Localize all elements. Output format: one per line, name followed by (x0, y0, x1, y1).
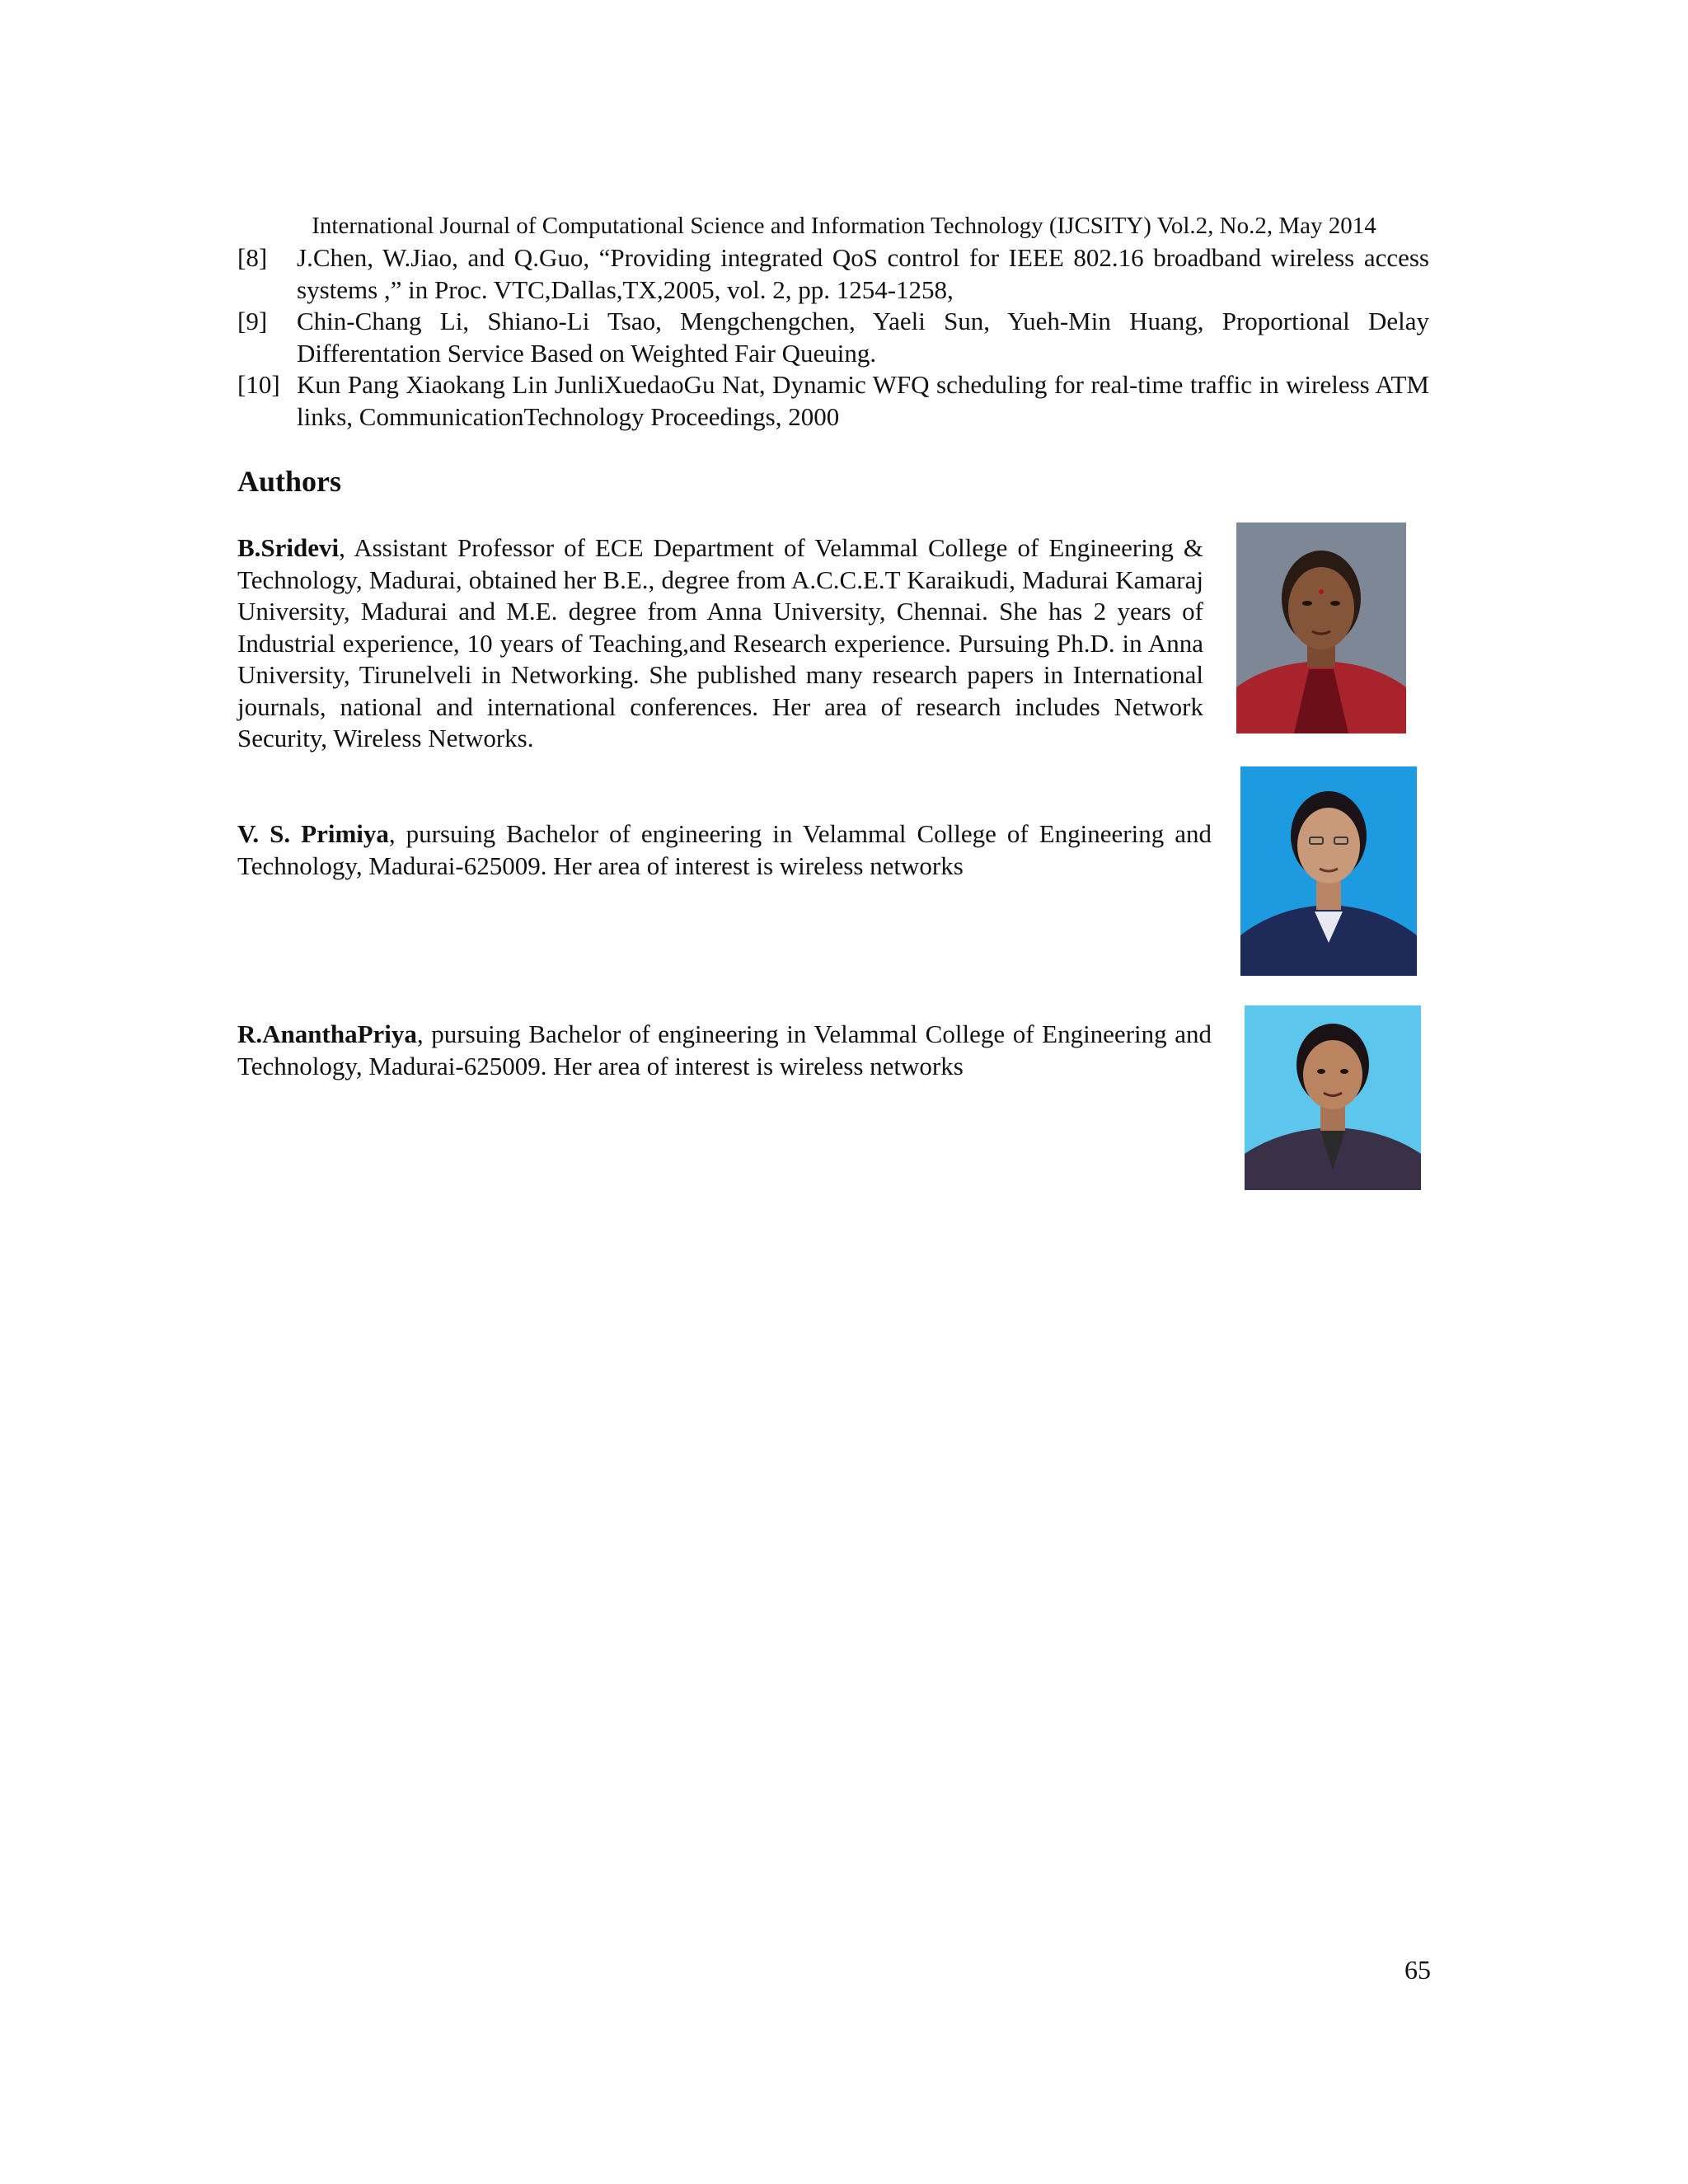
author-bio-primiya (237, 818, 1212, 882)
references-list (237, 242, 1429, 433)
reference-text: J.Chen, W.Jiao, and Q.Guo, “Providing integrated QoS control for IEEE 802.16 broadband wireless access systems ,” in Proc. VTC,Dallas,TX,2005, vol. 2, pp. 1254-1258, (297, 243, 1429, 304)
page-number: 65 (1404, 1955, 1431, 1985)
reference-number: [8] (237, 243, 268, 272)
reference-number: [10] (237, 370, 280, 399)
author-photo-primiya (1240, 766, 1417, 976)
author-photo-ananthapriya (1245, 1005, 1421, 1190)
author-description: , pursuing Bachelor of engineering in Velammal College of Engineering and Technology, Madurai-625009. Her area of interest is wireless networks (237, 1019, 1212, 1080)
author-description: , pursuing Bachelor of engineering in Velammal College of Engineering and Technology, Madurai-625009. Her area of interest is wireless networks (237, 819, 1212, 880)
reference-item (237, 369, 1429, 433)
author-photo-sridevi (1236, 523, 1406, 733)
author-name: R.AnanthaPriya (237, 1019, 417, 1048)
author-name: V. S. Primiya (237, 819, 389, 848)
reference-number: [9] (237, 307, 268, 335)
reference-item (237, 242, 1429, 306)
reference-text: Kun Pang Xiaokang Lin JunliXuedaoGu Nat, Dynamic WFQ scheduling for real-time traffic in wireless ATM links, CommunicationTechnology Proceedings, 2000 (297, 370, 1429, 431)
reference-item (237, 306, 1429, 369)
author-bio-ananthapriya (237, 1019, 1212, 1082)
author-name: B.Sridevi (237, 533, 340, 562)
author-bio-sridevi (237, 532, 1203, 755)
authors-heading: Authors (237, 465, 342, 498)
journal-header: International Journal of Computational Science and Information Technology (IJCSITY) Vol.2, No.2, May 2014 (312, 213, 1376, 239)
reference-text: Chin-Chang Li, Shiano-Li Tsao, Mengchengchen, Yaeli Sun, Yueh-Min Huang, Proportional Delay Differentation Service Based on Weighted Fair Queuing. (297, 307, 1429, 368)
author-description: , Assistant Professor of ECE Department of Velammal College of Engineering & Technology, Madurai, obtained her B.E., degree from A.C.C.E.T Karaikudi, Madurai Kamaraj University, Madurai and M.E. degree from Anna University, Chennai. She has 2 years of Industrial experience, 10 years of Teaching,and Research experience. Pursuing Ph.D. in Anna University, Tirunelveli in Networking. She published many research papers in International journals, national and international conferences. Her area of research includes Network Security, Wireless Networks. (237, 533, 1203, 752)
